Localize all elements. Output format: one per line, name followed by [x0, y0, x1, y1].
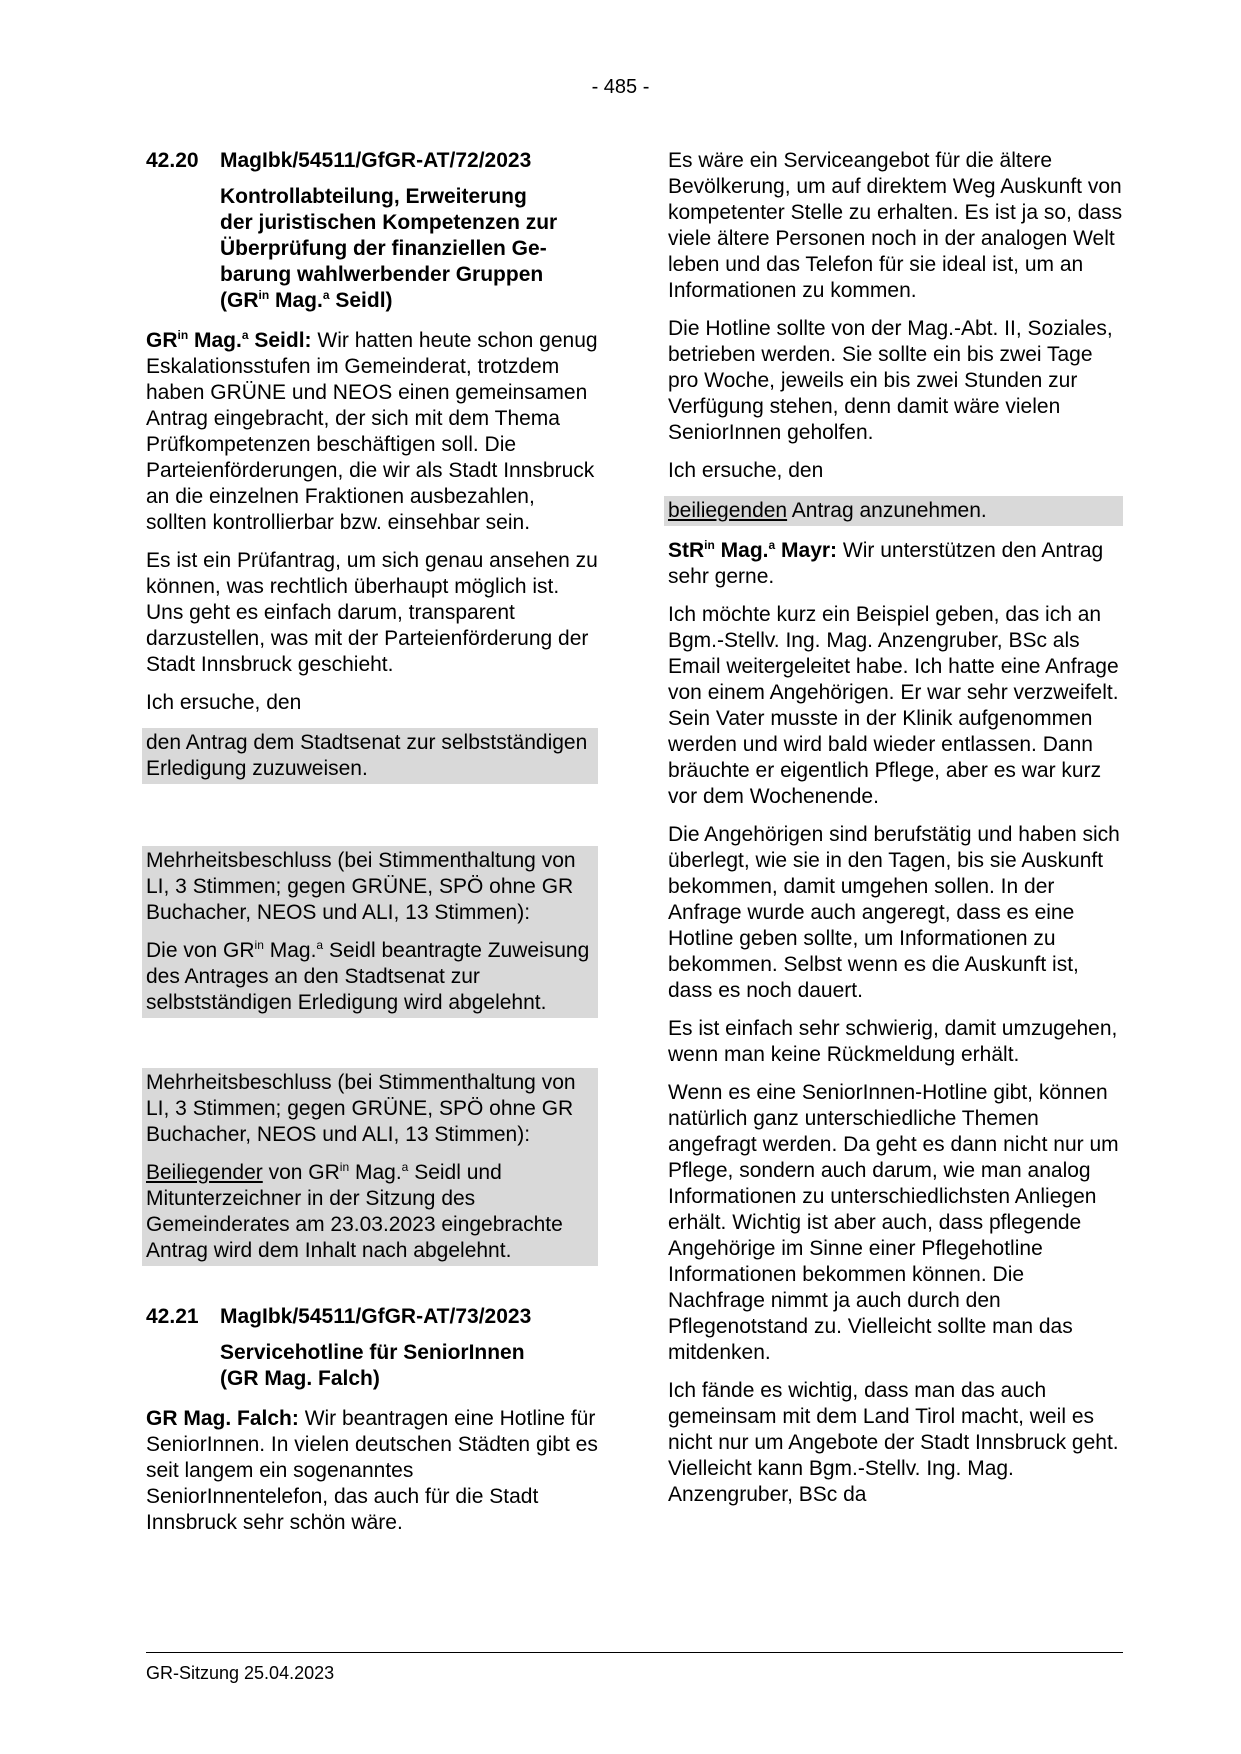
speech-paragraph: Wenn es eine SeniorInnen-Hotline gibt, können natürlich ganz unterschiedliche Themen angefragt werden. Da geht es dann nicht nur um Pflege, sondern auch darum, wie man analog Informationen zu unterschiedlichsten Anliegen erhält. Wichtig ist aber auch, dass pflegende Angehörige im Sinne einer Pflegehotline Informationen bekommen können. Die Nachfrage nimmt ja auch durch den Pflegenotstand zu. Vielleicht sollte man das mitdenken.	[668, 1081, 1119, 1364]
subject-line: der juristischen Kompetenzen zur	[220, 211, 558, 234]
speech-paragraph: GR Mag. Falch: Wir beantragen eine Hotline für SeniorInnen. In vielen deutschen Städten gibt es seit langem ein sogenanntes SeniorInnentelefon, das auch für die Stadt Innsbruck sehr schön wäre.	[146, 1407, 598, 1534]
request-box: den Antrag dem Stadtsenat zur selbstständigen Erledigung zuzuweisen.	[142, 728, 598, 784]
subject-line: barung wahlwerbender Gruppen	[220, 263, 544, 286]
speech-paragraph: Es wäre ein Serviceangebot für die ältere Bevölkerung, um auf direktem Weg Auskunft von kompetenter Stelle zu erhalten. Es ist ja so, dass viele ältere Personen noch in der analogen Welt leben und das Telefon für sie ideal ist, um an Informationen zu kommen.	[668, 149, 1123, 302]
vote-result: Beiliegender von $GR^{in}$ Mag.$^a$ Seidl und Mitunterzeichner in der Sitzung des Gemeinderates am 23.03.2023 eingebrachte Antrag wird dem Inhalt nach abgelehnt.	[146, 1160, 563, 1262]
left-column	[146, 148, 598, 1548]
speech-paragraph: Die Angehörigen sind berufstätig und haben sich überlegt, wie sie in den Tagen, bis sie Auskunft bekommen, damit umgehen sollen. In der Anfrage wurde auch angeregt, dass es eine Hotline geben sollte, um Informationen zu bekommen. Selbst wenn es die Auskunft ist, dass es noch dauert.	[668, 823, 1120, 1002]
spacer	[146, 1266, 598, 1304]
item-code: MagIbk/54511/GfGR-AT/72/2023	[220, 149, 532, 172]
speech-paragraph: Ich möchte kurz ein Beispiel geben, das ich an Bgm.-Stellv. Ing. Mag. Anzengruber, BSc als Email weitergeleitet habe. Ich hatte eine Anfrage von einem Angehörigen. Er war sehr verzweifelt. Sein Vater musste in der Klinik aufgenommen werden und wird bald wieder entlassen. Dann bräuchte er eigentlich Pflege, aber es war kurz vor dem Wochenende.	[668, 603, 1119, 808]
speech-paragraph: StR$^{in}$ Mag.$^a$ Mayr: Wir unterstützen den Antrag sehr gerne.	[668, 538, 1104, 588]
subject-author: (GR Mag. Falch)	[220, 1367, 380, 1390]
vote-block-1	[142, 846, 598, 1018]
item-code: MagIbk/54511/GfGR-AT/73/2023	[220, 1305, 532, 1328]
item-heading-4221	[146, 1304, 598, 1330]
page-number: - 485 -	[591, 76, 650, 98]
item-heading-4220	[146, 148, 598, 174]
speech-paragraph: $GR^{in}$ Mag.$^a$ Seidl: Wir hatten heute schon genug Eskalationsstufen im Gemeinderat, trotzdem haben GRÜNE und NEOS einen gemeinsamen Antrag eingebracht, der sich mit dem Thema Prüfkompetenzen beschäftigen soll. Die Parteienförderungen, die wir als Stadt Innsbruck an die einzelnen Fraktionen ausbezahlen, sollten kontrollierbar bzw. einsehbar sein.	[146, 328, 598, 534]
subject-line: Überprüfung der finanziellen Ge-	[220, 237, 547, 260]
subject-author: ($GR^{in}$ Mag.$^a$ Seidl)	[220, 288, 393, 312]
item-number: 42.21	[146, 1305, 199, 1328]
vote-block-2	[142, 1068, 598, 1266]
vote-result: Die von $GR^{in}$ Mag.$^a$ Seidl beantragte Zuweisung des Antrages an den Stadtsenat zur selbstständigen Erledigung wird abgelehnt.	[146, 938, 590, 1014]
item-subject-4220	[220, 184, 598, 314]
speech-paragraph: Es ist einfach sehr schwierig, damit umzugehen, wenn man keine Rückmeldung erhält.	[668, 1017, 1118, 1066]
speaker-name: GR Mag. Falch:	[146, 1407, 299, 1430]
vote-text: Mehrheitsbeschluss (bei Stimmenthaltung von LI, 3 Stimmen; gegen GRÜNE, SPÖ ohne GR Buchacher, NEOS und ALI, 13 Stimmen):	[146, 849, 576, 924]
request-text: Ich ersuche, den	[146, 691, 302, 714]
subject-line: Servicehotline für SeniorInnen	[220, 1341, 525, 1364]
footer-text: GR-Sitzung 25.04.2023	[146, 1663, 335, 1683]
speaker-name: $GR^{in}$ Mag.$^a$ Seidl:	[146, 328, 312, 352]
request-box: beiliegenden Antrag anzunehmen.	[664, 496, 1123, 526]
speech-paragraph: Die Hotline sollte von der Mag.-Abt. II, Soziales, betrieben werden. Sie sollte ein bis zwei Tage pro Woche, jeweils ein bis zwei Stunden zur Verfügung stehen, denn damit wäre vielen SeniorInnen geholfen.	[668, 317, 1113, 444]
footer-divider	[146, 1652, 1123, 1653]
speaker-name: StR$^{in}$ Mag.$^a$ Mayr:	[668, 538, 838, 562]
request-text: Ich ersuche, den	[668, 459, 824, 482]
speech-paragraph: Ich fände es wichtig, dass man das auch gemeinsam mit dem Land Tirol macht, weil es nicht nur um Angebote der Stadt Innsbruck geht. Vielleicht kann Bgm.-Stellv. Ing. Mag. Anzengruber, BSc da	[668, 1379, 1119, 1506]
speech-paragraph: Es ist ein Prüfantrag, um sich genau ansehen zu können, was rechtlich überhaupt möglich ist. Uns geht es einfach darum, transparent darzustellen, was mit der Parteienförderung der Stadt Innsbruck geschieht.	[146, 549, 598, 676]
subject-line: Kontrollabteilung, Erweiterung	[220, 185, 527, 208]
spacer	[146, 1018, 598, 1068]
right-column	[668, 148, 1123, 1520]
item-subject-4221	[220, 1340, 598, 1392]
spacer	[146, 796, 598, 846]
item-number: 42.20	[146, 149, 199, 172]
vote-text: Mehrheitsbeschluss (bei Stimmenthaltung von LI, 3 Stimmen; gegen GRÜNE, SPÖ ohne GR Buchacher, NEOS und ALI, 13 Stimmen):	[146, 1071, 576, 1146]
